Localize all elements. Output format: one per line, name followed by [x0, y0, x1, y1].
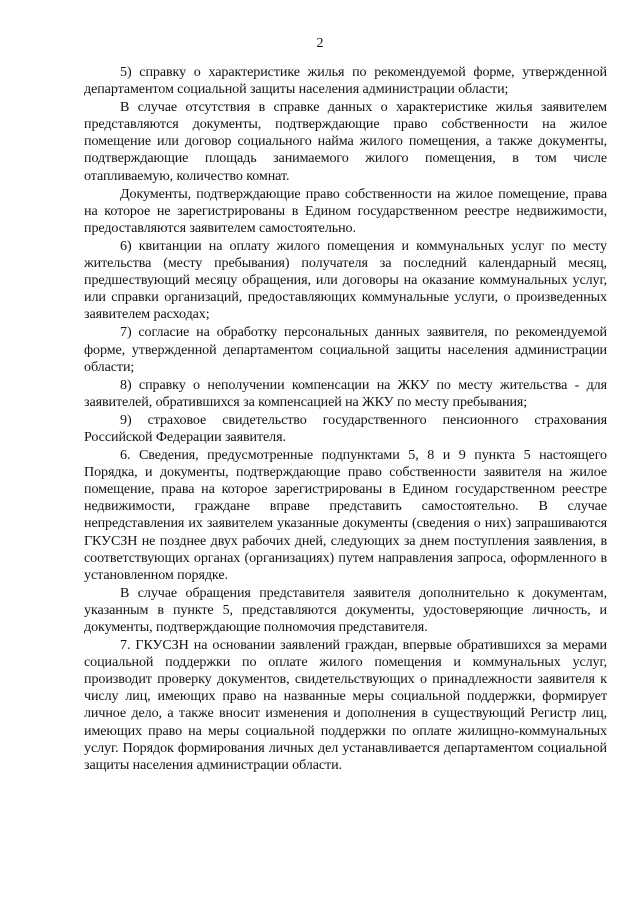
- paragraph-representative: В случае обращения представителя заявителя дополнительно к документам, указанным в пункте 5, представляются документы, удостоверяющие личность, и документы, подтверждающие полномочия представителя.: [84, 584, 607, 635]
- paragraph-item-6: 6) квитанции на оплату жилого помещения и коммунальных услуг по месту жительства (месту пребывания) получателя за последний календарный месяц, предшествующий месяцу обращения, или договоры на оказание коммунальных услуг, или справки организаций, предоставляющих коммунальные услуги, о произведенных заявителем расходах;: [84, 237, 607, 323]
- document-body: [84, 64, 607, 774]
- paragraph-ownership-documents: Документы, подтверждающие право собственности на жилое помещение, права на которое не зарегистрированы в Едином государственном реестре недвижимости, предоставляются заявителем самостоятельно.: [84, 185, 607, 236]
- page-number: 2: [316, 36, 324, 51]
- paragraph-item-8: 8) справку о неполучении компенсации на ЖКУ по месту жительства - для заявителей, обратившихся за компенсацией на ЖКУ по месту пребывания;: [84, 376, 607, 410]
- paragraph-section-6: 6. Сведения, предусмотренные подпунктами 5, 8 и 9 пункта 5 настоящего Порядка, и документы, подтверждающие право собственности заявителя на жилое помещение, права на которое зарегистрированы в Едином государственном реестре недвижимости, граждане вправе представить самостоятельно. В случае непредставления их заявителем указанные документы (сведения о них) запрашиваются ГКУСЗН не позднее двух рабочих дней, следующих за днем поступления заявления, в соответствующих органах (организациях) путем направления запроса, оформленного в установленном порядке.: [84, 447, 607, 583]
- paragraph-item-9: 9) страховое свидетельство государственного пенсионного страхования Российской Федерации заявителя.: [84, 411, 607, 445]
- paragraph-item-7: 7) согласие на обработку персональных данных заявителя, по рекомендуемой форме, утвержденной департаментом социальной защиты населения администрации области;: [84, 324, 607, 375]
- paragraph-section-7: 7. ГКУСЗН на основании заявлений граждан, впервые обратившихся за мерами социальной поддержки по оплате жилого помещения и коммунальных услуг, производит проверку документов, свидетельствующих о принадлежности заявителя к числу лиц, имеющих право на названные меры социальной поддержки, формирует личное дело, а также вносит изменения и дополнения в существующий Регистр лиц, имеющих право на меры социальной поддержки по оплате жилищно-коммунальных услуг. Порядок формирования личных дел устанавливается департаментом социальной защиты населения администрации области.: [84, 637, 607, 773]
- paragraph-housing-absence: В случае отсутствия в справке данных о характеристике жилья заявителем представляются документы, подтверждающие право собственности на жилое помещение или договор социального найма жилого помещения, а также документы, подтверждающие площадь занимаемого жилого помещения, в том числе отапливаемую, количество комнат.: [84, 99, 607, 184]
- paragraph-item-5: 5) справку о характеристике жилья по рекомендуемой форме, утвержденной департаментом социальной защиты населения администрации области;: [84, 64, 607, 98]
